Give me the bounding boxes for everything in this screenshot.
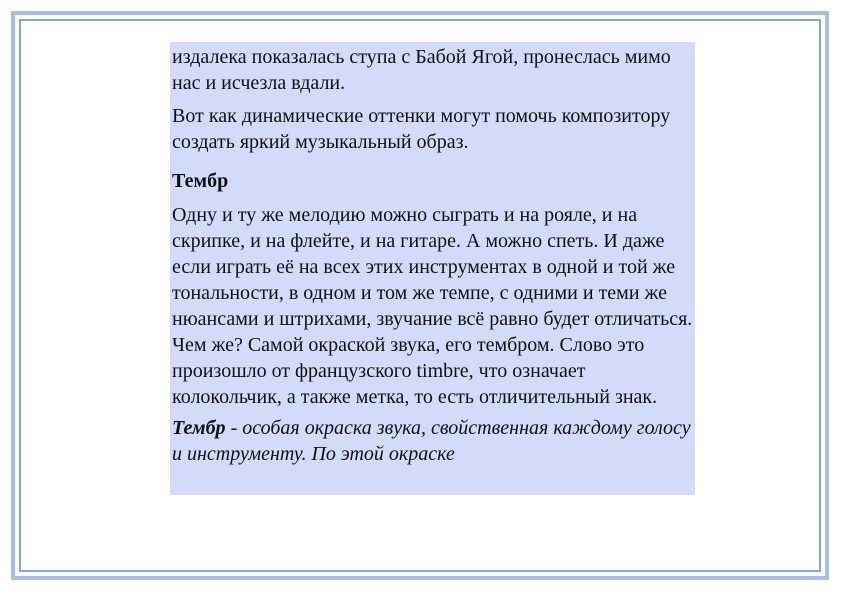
- paragraph-3: Одну и ту же мелодию можно сыграть и на рояле, и на скрипке, и на флейте, и на гитаре. А можно спеть. И даже если играть её на всех этих инструментах в одной и той же тональности, в одном и том же темпе, с одними и теми же нюансами и штрихами, звучание всё равно будет отличаться. Чем же? Самой окраской звука, его тембром. Слово это произошло от французского timbre, что означает колокольчик, а также метка, то есть отличительный знак.: [172, 204, 693, 408]
- paragraph-2: Вот как динамические оттенки могут помочь композитору создать яркий музыкальный образ.: [172, 105, 671, 153]
- section-heading: Тембр: [172, 170, 229, 192]
- text-block: [170, 42, 695, 495]
- paragraph-1: издалека показалась ступа с Бабой Ягой, пронеслась мимо нас и исчезла вдали.: [172, 46, 671, 94]
- definition-paragraph: [172, 415, 695, 467]
- definition-text: - особая окраска звука, свойственная каждому голосу и инструменту. По этой окраске: [172, 417, 691, 465]
- definition-term: Тембр: [172, 417, 226, 439]
